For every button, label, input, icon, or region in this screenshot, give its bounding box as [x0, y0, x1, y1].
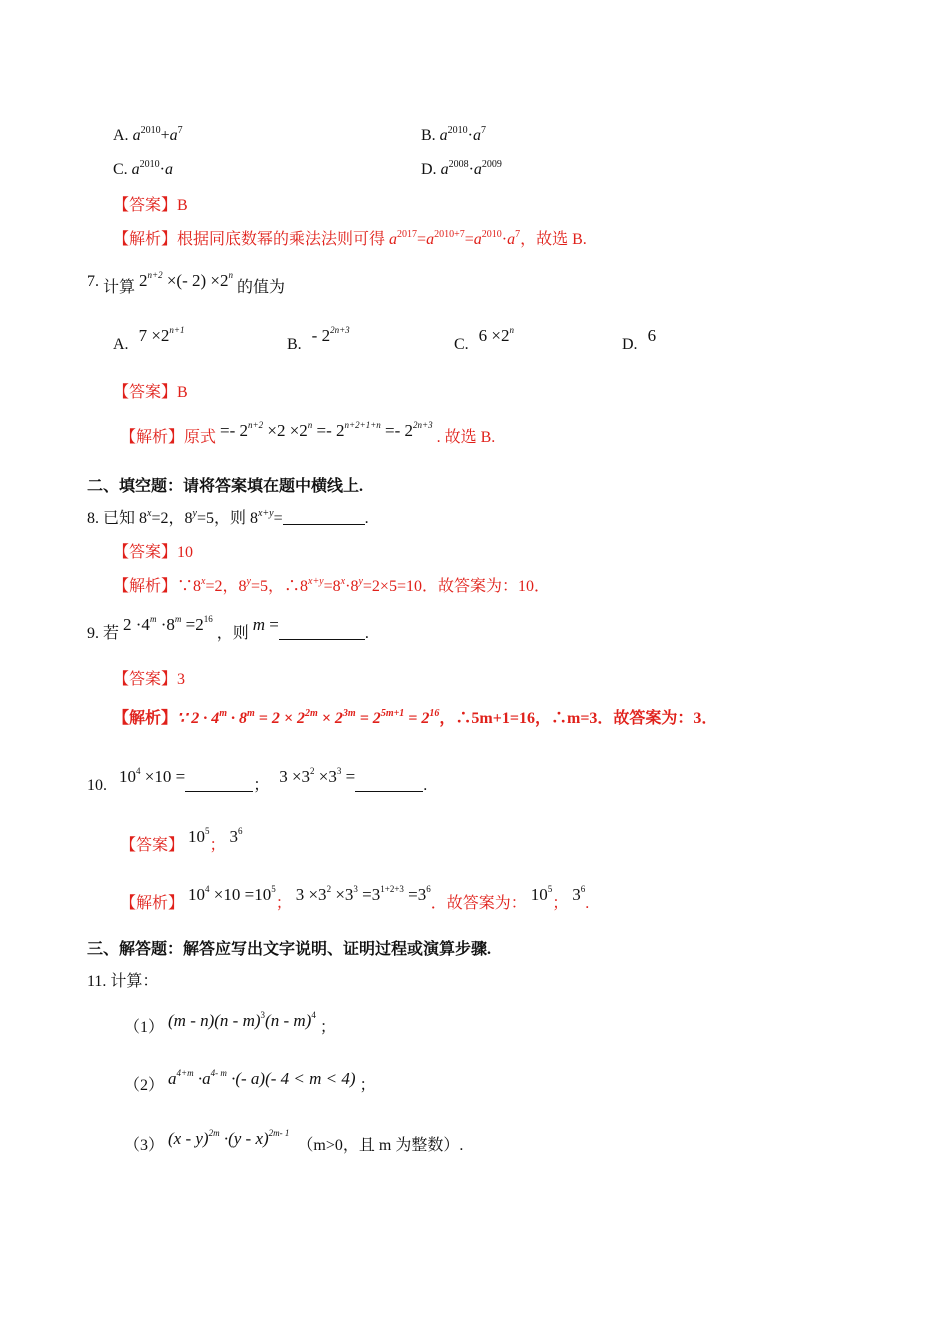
- q6-option-a: A. $a^{2010}+a^7$: [113, 125, 183, 144]
- q8-answer-blank[interactable]: [283, 524, 365, 525]
- q7-answer: 【答案】B: [113, 384, 188, 401]
- q11-part-2: （2） $a^{4+m} \cdot a^{4- m}$ ·(- a)(- 4 < m < 4) ；: [124, 1068, 376, 1094]
- q11-part-3: （3） (x - y)$^{2m}$ ·(y - x)$^{2m- 1}$ （m>0，且 m 为整数）.: [124, 1128, 464, 1154]
- question-11: 11. 计算：: [87, 973, 159, 990]
- q8-analysis: 【解析】$\because 8^x=2$，$8^y=5$，$\therefore 8^{x+y}=8^x\cdot 8^y=2\times 5=10$．故答案为：10．: [113, 576, 550, 595]
- q11-part-1: （1） (m - n)(n - m)$^3$(n - m)$^4$ ；: [124, 1010, 336, 1036]
- q6-option-c: C. $a^{2010}\cdot a$: [113, 159, 173, 178]
- question-9: 9. 若 $2 \cdot 4^m \cdot 8^m =2^{16}$ ，则 m = .: [87, 614, 369, 642]
- question-7: 7. 计算 $2^{n+2}$ ×(- $2) \times 2^n$ 的值为: [87, 270, 286, 296]
- q7-option-d: D. 6: [622, 326, 657, 353]
- q7-option-a: A. $7 \times 2^{n+1}$: [113, 325, 185, 353]
- q6-answer: 【答案】B: [113, 197, 188, 214]
- q10-blank-1[interactable]: [185, 791, 253, 792]
- question-8: 8. 已知 $8^x=2$，$8^y=5$，则 $8^{x+y}=$ .: [87, 508, 369, 527]
- q10-answer: 【答案】 $10^5$； $3^6$: [120, 826, 243, 854]
- q6-option-d: D. $a^{2008}\cdot a^{2009}$: [421, 159, 502, 178]
- q7-option-c: C. $6 \times 2^n$: [454, 325, 515, 353]
- q6-analysis: 【解析】根据同底数幂的乘法法则可得 $a^{2017}=a^{2010+7}=a^{2010}\cdot a^7$，故选 B.: [113, 229, 587, 248]
- question-10: 10. $10^4 \times 10$ = ； $3 \times 3^2 \times 3^3$ = .: [87, 766, 428, 794]
- q9-answer: 【答案】3: [113, 671, 186, 688]
- section-2-title: 二、填空题：请将答案填在题中横线上.: [87, 478, 364, 495]
- section-3-title: 三、解答题：解答应写出文字说明、证明过程或演算步骤.: [87, 941, 492, 958]
- q9-analysis: 【解析】∵ $2 \cdot 4^m \cdot 8^m = 2 \times 2^{2m} \times 2^{3m} = 2^{5m+1} = 2^{16}$，∴5m+1=16，∴m=3．故答案为：3．: [113, 708, 718, 727]
- q7-option-b: B. - $2^{2n+3}$: [287, 325, 350, 353]
- q10-analysis: 【解析】 $10^4 \times 10 =10^5$； $3 \times 3^2 \times 3^3 =3^{1+2+3} =3^6$．故答案为： $10^5$； $3^6$.: [120, 884, 590, 912]
- q7-analysis: 【解析】原式 =- $2^{n+2} \times 2 \times 2^n =- 2^{n+2+1+n} =- 2^{2n+3}$ . 故选 B.: [120, 420, 496, 446]
- q9-answer-blank[interactable]: [279, 639, 365, 640]
- q6-option-b: B. $a^{2010}\cdot a^7$: [421, 125, 486, 144]
- q8-answer: 【答案】10: [113, 544, 194, 561]
- q10-blank-2[interactable]: [355, 791, 423, 792]
- q7-expression: $2^{n+2}$ ×(- $2) \times 2^n$: [139, 270, 234, 290]
